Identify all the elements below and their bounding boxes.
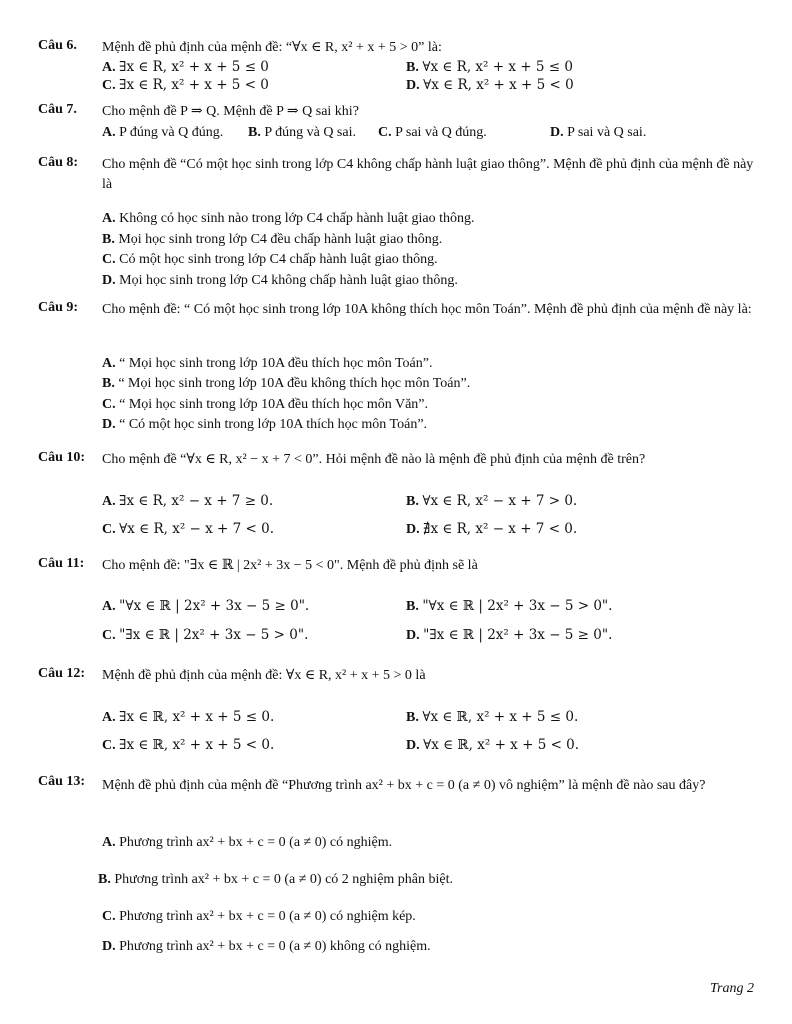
option-d: D. "∃x ∈ ℝ | 2x² + 3x − 5 ≥ 0". xyxy=(406,627,613,643)
question-number: Câu 7. xyxy=(38,102,77,117)
option-a: A. ∃x ∈ R, x² − x + 7 ≥ 0. xyxy=(102,493,274,509)
option-c: C. ∀x ∈ R, x² − x + 7 < 0. xyxy=(102,521,274,537)
question-stem: Mệnh đề phủ định của mệnh đề: ∀x ∈ R, x² + x + 5 > 0 là xyxy=(102,668,426,683)
question-stem: Mệnh đề phủ định của mệnh đề: “∀x ∈ R, x² + x + 5 > 0” là: xyxy=(102,40,442,55)
option-c: C. ∃x ∈ R, x² + x + 5 < 0 xyxy=(102,77,269,93)
option-d: D. ∄x ∈ R, x² − x + 7 < 0. xyxy=(406,521,578,537)
option-c: C. Có một học sinh trong lớp C4 chấp hành luật giao thông. xyxy=(102,252,438,267)
option-b: B. “ Mọi học sinh trong lớp 10A đều không thích học môn Toán”. xyxy=(102,376,471,391)
question-number: Câu 10: xyxy=(38,450,86,465)
option-b: B. ∀x ∈ R, x² + x + 5 ≤ 0 xyxy=(406,59,573,75)
option-b: B. "∀x ∈ ℝ | 2x² + 3x − 5 > 0". xyxy=(406,598,613,614)
question-stem: Cho mệnh đề “Có một học sinh trong lớp C4 không chấp hành luật giao thông”. Mệnh đề phủ định của mệnh đề này là xyxy=(102,157,754,192)
option-d: D. ∀x ∈ ℝ, x² + x + 5 < 0. xyxy=(406,737,580,753)
option-c: C. P sai và Q đúng. xyxy=(378,125,487,140)
question-number: Câu 6. xyxy=(38,38,77,53)
question-stem: Cho mệnh đề: "∃x ∈ ℝ | 2x² + 3x − 5 < 0". Mệnh đề phủ định sẽ là xyxy=(102,558,478,573)
question-number: Câu 13: xyxy=(38,774,86,789)
option-c: C. “ Mọi học sinh trong lớp 10A đều thích học môn Văn”. xyxy=(102,397,429,412)
option-d: D. “ Có một học sinh trong lớp 10A thích học môn Toán”. xyxy=(102,417,428,432)
option-c: C. ∃x ∈ ℝ, x² + x + 5 < 0. xyxy=(102,737,275,753)
option-d: D. Mọi học sinh trong lớp C4 không chấp hành luật giao thông. xyxy=(102,273,458,288)
option-a: A. ∃x ∈ R, x² + x + 5 ≤ 0 xyxy=(102,59,269,75)
question-stem: Mệnh đề phủ định của mệnh đề “Phương trình ax² + bx + c = 0 (a ≠ 0) vô nghiệm” là mệnh đề nào sau đây? xyxy=(102,778,706,793)
option-b: B. P đúng và Q sai. xyxy=(248,125,356,140)
option-b: B. ∀x ∈ R, x² − x + 7 > 0. xyxy=(406,493,578,509)
option-b: B. Phương trình ax² + bx + c = 0 (a ≠ 0) có 2 nghiệm phân biệt. xyxy=(98,872,454,887)
option-d: D. ∀x ∈ R, x² + x + 5 < 0 xyxy=(406,77,574,93)
question-number: Câu 12: xyxy=(38,666,86,681)
option-d: D. Phương trình ax² + bx + c = 0 (a ≠ 0) không có nghiệm. xyxy=(102,939,431,954)
question-number: Câu 9: xyxy=(38,300,79,315)
option-b: B. Mọi học sinh trong lớp C4 đều chấp hành luật giao thông. xyxy=(102,232,443,247)
option-b: B. ∀x ∈ ℝ, x² + x + 5 ≤ 0. xyxy=(406,709,579,725)
question-stem: Cho mệnh đề: “ Có một học sinh trong lớp 10A không thích học môn Toán”. Mệnh đề phủ định của mệnh đề này là: xyxy=(102,302,752,317)
option-a: A. “ Mọi học sinh trong lớp 10A đều thích học môn Toán”. xyxy=(102,356,433,371)
option-a: A. Phương trình ax² + bx + c = 0 (a ≠ 0) có nghiệm. xyxy=(102,835,393,850)
option-a: A. Không có học sinh nào trong lớp C4 chấp hành luật giao thông. xyxy=(102,211,475,226)
question-stem: Cho mệnh đề P ⇒ Q. Mệnh đề P ⇒ Q sai khi? xyxy=(102,104,359,119)
question-stem: Cho mệnh đề “∀x ∈ R, x² − x + 7 < 0”. Hỏi mệnh đề nào là mệnh đề phủ định của mệnh đề trên? xyxy=(102,452,646,467)
option-c: C. Phương trình ax² + bx + c = 0 (a ≠ 0) có nghiệm kép. xyxy=(102,909,416,924)
option-d: D. P sai và Q sai. xyxy=(550,125,647,140)
option-a: A. ∃x ∈ ℝ, x² + x + 5 ≤ 0. xyxy=(102,709,275,725)
option-a: A. P đúng và Q đúng. xyxy=(102,125,224,140)
page-number: Trang 2 xyxy=(710,981,754,996)
question-number: Câu 8: xyxy=(38,155,79,170)
question-number: Câu 11: xyxy=(38,556,85,571)
option-c: C. "∃x ∈ ℝ | 2x² + 3x − 5 > 0". xyxy=(102,627,309,643)
option-a: A. "∀x ∈ ℝ | 2x² + 3x − 5 ≥ 0". xyxy=(102,598,310,614)
